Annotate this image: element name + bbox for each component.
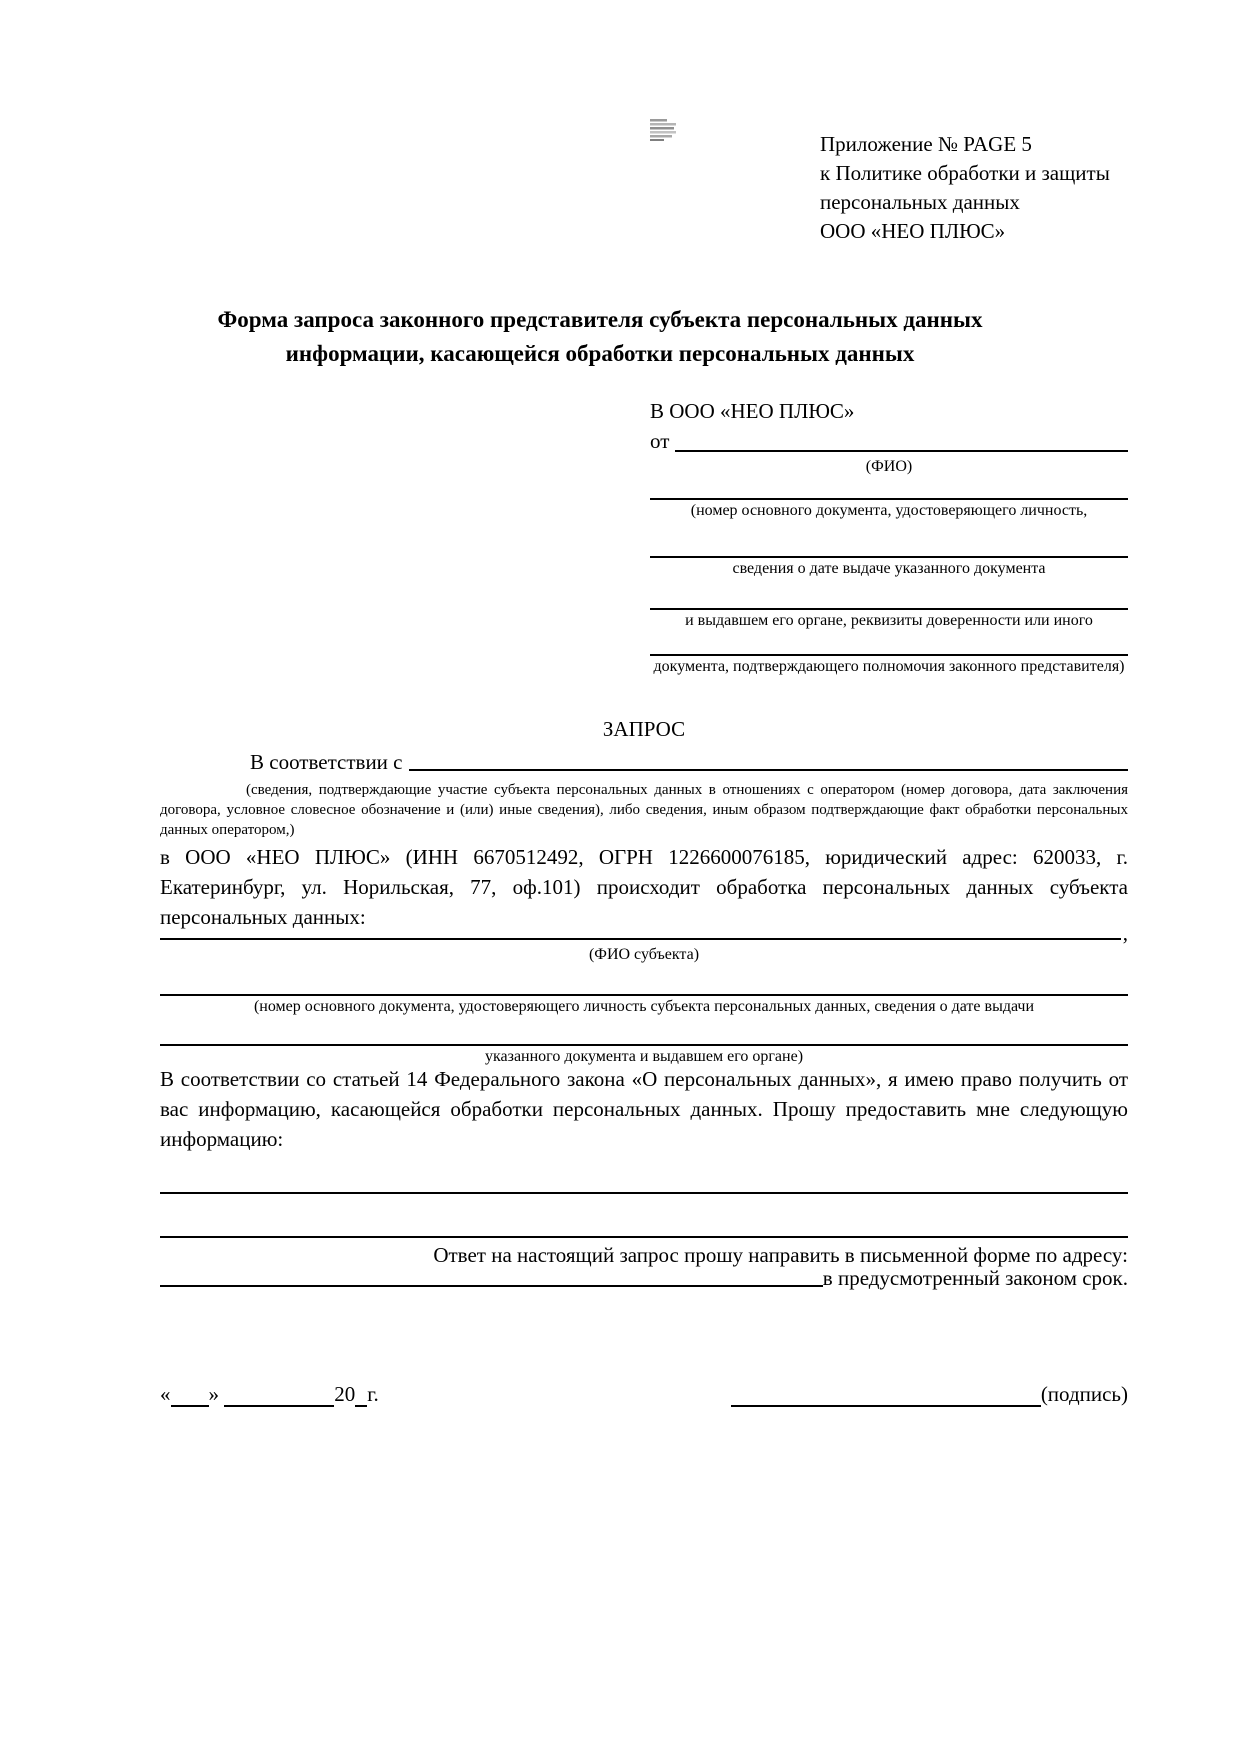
doc-caption: сведения о дате выдаче указанного документа	[732, 560, 1046, 577]
deadline-row	[160, 1264, 1128, 1291]
date-field	[160, 1382, 379, 1407]
appendix-line: персональных данных	[820, 190, 1020, 214]
year-blank-line	[355, 1384, 367, 1407]
addressee-block	[650, 396, 1128, 678]
doc-caption: (номер основного документа, удостоверяющего личность,	[690, 502, 1088, 519]
from-row	[650, 426, 1128, 456]
day-blank-line	[171, 1384, 209, 1407]
doc-caption: документа, подтверждающего полномочия законного представителя)	[653, 658, 1125, 675]
doc-blank-line	[650, 632, 1128, 656]
form-title-line2: информации, касающейся обработки персональных данных	[285, 341, 915, 366]
stripes-icon	[650, 118, 680, 142]
year-suffix: г.	[367, 1382, 379, 1406]
fio-blank-line	[675, 429, 1128, 452]
subject-block	[160, 918, 1128, 1068]
appendix-block	[820, 130, 1160, 246]
small-note: (сведения, подтверждающие участие субъекта персональных данных в отношениях с оператором (номер договора, дата заключения договора, условное словесное обозначение и (или) иные сведения), либо сведения, иным образом подтверждающие факт обработки персональных данных оператором,)	[160, 782, 1128, 838]
subject-doc-blank-line	[160, 1018, 1128, 1046]
subject-fio-caption: (ФИО субъекта)	[588, 946, 700, 963]
doc-blank-line	[650, 522, 1128, 558]
accordance-label: В соответствии с	[250, 750, 403, 774]
form-title	[160, 303, 1040, 371]
address-blank-line	[160, 1264, 823, 1287]
reply-address-line: Ответ на настоящий запрос прошу направить в письменной форме по адресу:	[433, 1243, 1128, 1267]
from-label: от	[650, 429, 670, 453]
addressee-to: В ООО «НЕО ПЛЮС»	[650, 399, 855, 423]
signature-blank-line	[731, 1384, 1041, 1407]
stripes-image	[650, 118, 680, 142]
operator-paragraph: в ООО «НЕО ПЛЮС» (ИНН 6670512492, ОГРН 1226600076185, юридический адрес: 620033, г. Екатеринбург, ул. Норильская, 77, оф.101) происходит обработка персональных данных субъекта персональных данных:	[160, 845, 1128, 929]
date-signature-row	[160, 1382, 1128, 1407]
doc-blank-line	[650, 580, 1128, 610]
appendix-line: к Политике обработки и защиты	[820, 161, 1110, 185]
subject-comma: ,	[1122, 921, 1128, 945]
form-title-line1: Форма запроса законного представителя субъекта персональных данных	[217, 307, 983, 332]
request-heading: ЗАПРОС	[602, 717, 686, 741]
fio-caption: (ФИО)	[865, 458, 913, 475]
signature-field	[731, 1382, 1128, 1407]
signature-caption: (подпись)	[1040, 1382, 1128, 1406]
info-blank-line	[160, 1160, 1128, 1194]
appendix-line: Приложение № PAGE 5	[820, 132, 1032, 156]
subject-doc-caption: указанного документа и выдавшем его органе)	[484, 1048, 804, 1065]
subject-doc-caption: (номер основного документа, удостоверяющего личность субъекта персональных данных, сведения о дате выдачи	[253, 998, 1035, 1015]
subject-fio-blank-line	[160, 917, 1121, 940]
subject-fio-row	[160, 918, 1128, 944]
accordance-blank-line	[409, 748, 1129, 771]
month-blank-line	[224, 1384, 334, 1407]
law-paragraph: В соответствии со статьей 14 Федерального закона «О персональных данных», я имею право получить от вас информацию, касающейся обработки персональных данных. Прошу предоставить мне следующую информацию:	[160, 1067, 1128, 1151]
deadline-text: в предусмотренный законом срок.	[822, 1266, 1128, 1290]
doc-blank-line	[650, 478, 1128, 500]
info-blank-line	[160, 1204, 1128, 1238]
year-prefix: 20	[334, 1382, 356, 1406]
accordance-row	[160, 748, 1128, 775]
appendix-line: ООО «НЕО ПЛЮС»	[820, 219, 1006, 243]
subject-doc-blank-line	[160, 966, 1128, 996]
doc-caption: и выдавшем его органе, реквизиты доверенности или иного	[685, 612, 1093, 629]
date-close-quote: »	[208, 1382, 225, 1406]
date-open-quote: «	[160, 1382, 171, 1406]
